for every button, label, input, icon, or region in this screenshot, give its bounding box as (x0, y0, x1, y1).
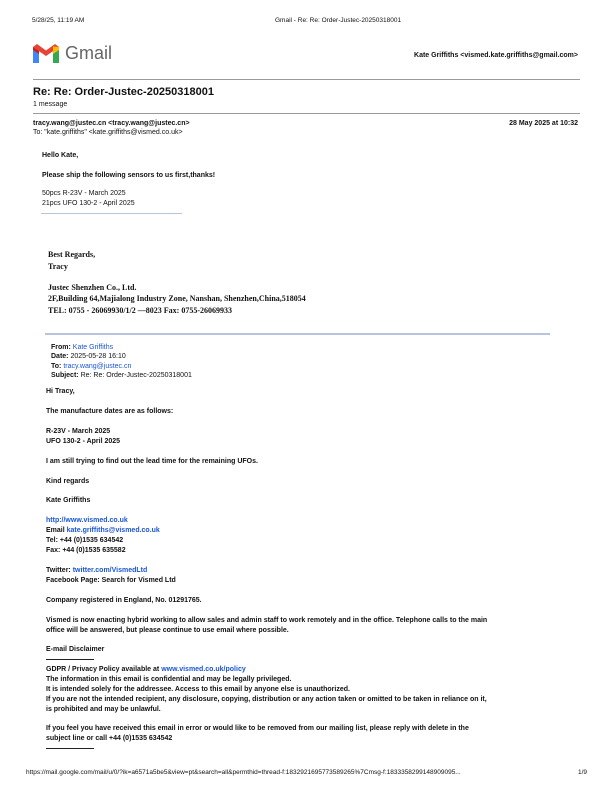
disclaimer-line: It is intended solely for the addressee. Access to this email by anyone else is unauthorized. (46, 686, 350, 693)
sender: tracy.wang@justec.cn <tracy.wang@justec.cn> (33, 120, 190, 127)
greeting: Hello Kate, (42, 152, 79, 159)
quoted-item: UFO 130-2 - April 2025 (46, 438, 121, 445)
signature-line: Tracy (48, 262, 68, 271)
divider (41, 213, 182, 214)
gmail-logo (33, 43, 112, 63)
divider (46, 659, 94, 660)
tel-line: Tel: +44 (0)1535 634542 (46, 537, 124, 544)
hybrid-line: office will be answered, but please continue to use email where possible. (46, 627, 289, 634)
quoted-item: R-23V - March 2025 (46, 428, 111, 435)
quoted-from: From: Kate Griffiths (51, 344, 114, 351)
quoted-note: I am still trying to find out the lead time for the remaining UFOs. (46, 458, 258, 465)
registered-line: Company registered in England, No. 01291765. (46, 597, 202, 604)
divider (46, 748, 94, 749)
quoted-name: Kate Griffiths (46, 497, 91, 504)
message-date: 28 May 2025 at 10:32 (509, 120, 578, 127)
company-line: TEL: 0755 - 26069930/1/2 —8023 Fax: 0755-26069933 (48, 306, 232, 315)
removal-line: subject line or call +44 (0)1535 634542 (46, 735, 173, 742)
disclaimer-line: If you are not the intended recipient, any disclosure, copying, distribution or any action taken or omitted to be taken in reliance on it, (46, 696, 487, 703)
twitter-line: Twitter: twitter.com/VismedLtd (46, 567, 148, 574)
print-datetime: 5/28/25, 11:19 AM (32, 17, 85, 24)
signature-line: Best Regards, (48, 250, 96, 259)
disclaimer-line: is prohibited and may be unlawful. (46, 706, 161, 713)
quoted-to-link[interactable]: tracy.wang@justec.cn (63, 363, 132, 370)
fax-line: Fax: +44 (0)1535 635582 (46, 547, 126, 554)
divider (33, 79, 580, 80)
quoted-from-link[interactable]: Kate Griffiths (72, 344, 114, 351)
gmail-m-icon (33, 44, 59, 63)
message-count: 1 message (33, 101, 68, 108)
gmail-wordmark: Gmail (65, 42, 113, 63)
quoted-intro: The manufacture dates are as follows: (46, 408, 174, 415)
quoted-subject: Subject: Re: Re: Order-Justec-20250318001 (51, 372, 192, 379)
quoted-date: Date: 2025-05-28 16:10 (51, 353, 126, 360)
disclaimer-line: The information in this email is confidential and may be legally privileged. (46, 676, 292, 683)
disclaimer-title: E-mail Disclaimer (46, 646, 105, 653)
email-link[interactable]: kate.griffiths@vismed.co.uk (66, 527, 160, 534)
quoted-to: To: tracy.wang@justec.cn (51, 363, 132, 370)
request-text: Please ship the following sensors to us first,thanks! (42, 172, 216, 179)
print-title: Gmail - Re: Re: Order-Justec-20250318001 (275, 17, 402, 24)
policy-link[interactable]: www.vismed.co.uk/policy (161, 666, 246, 673)
page-number: 1/9 (578, 769, 588, 776)
divider (33, 113, 580, 114)
company-line: Justec Shenzhen Co., Ltd. (48, 283, 137, 292)
gdpr-line: GDPR / Privacy Policy available at www.vismed.co.uk/policy (46, 666, 246, 673)
quote-divider (45, 333, 550, 335)
hybrid-line: Vismed is now enacting hybrid working to allow sales and admin staff to work remotely and in the office. Telephone calls to the main (46, 617, 488, 624)
recipient: To: "kate.griffiths" <kate.griffiths@vismed.co.uk> (33, 129, 183, 136)
website-link[interactable]: http://www.vismed.co.uk (46, 517, 128, 524)
order-item: 21pcs UFO 130-2 - April 2025 (42, 200, 135, 207)
facebook-line: Facebook Page: Search for Vismed Ltd (46, 577, 176, 584)
account-label: Kate Griffiths <vismed.kate.griffiths@gmail.com> (414, 52, 578, 59)
company-line: 2F,Building 64,Majialong Industry Zone, Nanshan, Shenzhen,China,518054 (48, 294, 306, 303)
twitter-link[interactable]: twitter.com/VismedLtd (72, 567, 148, 574)
quoted-closing: Kind regards (46, 478, 90, 485)
removal-line: If you feel you have received this email in error or would like to be removed from our mailing list, please reply with delete in the (46, 725, 469, 732)
print-url: https://mail.google.com/mail/u/0/?ik=a6571a5be5&view=pt&search=all&permthid=thread-f:1832921695773589265%7Cmsg-f:1833358299148909095... (26, 769, 461, 776)
email-line: Email kate.griffiths@vismed.co.uk (46, 527, 160, 534)
quoted-greeting: Hi Tracy, (46, 388, 75, 395)
thread-subject: Re: Re: Order-Justec-20250318001 (33, 86, 214, 98)
order-item: 50pcs R-23V - March 2025 (42, 190, 126, 197)
